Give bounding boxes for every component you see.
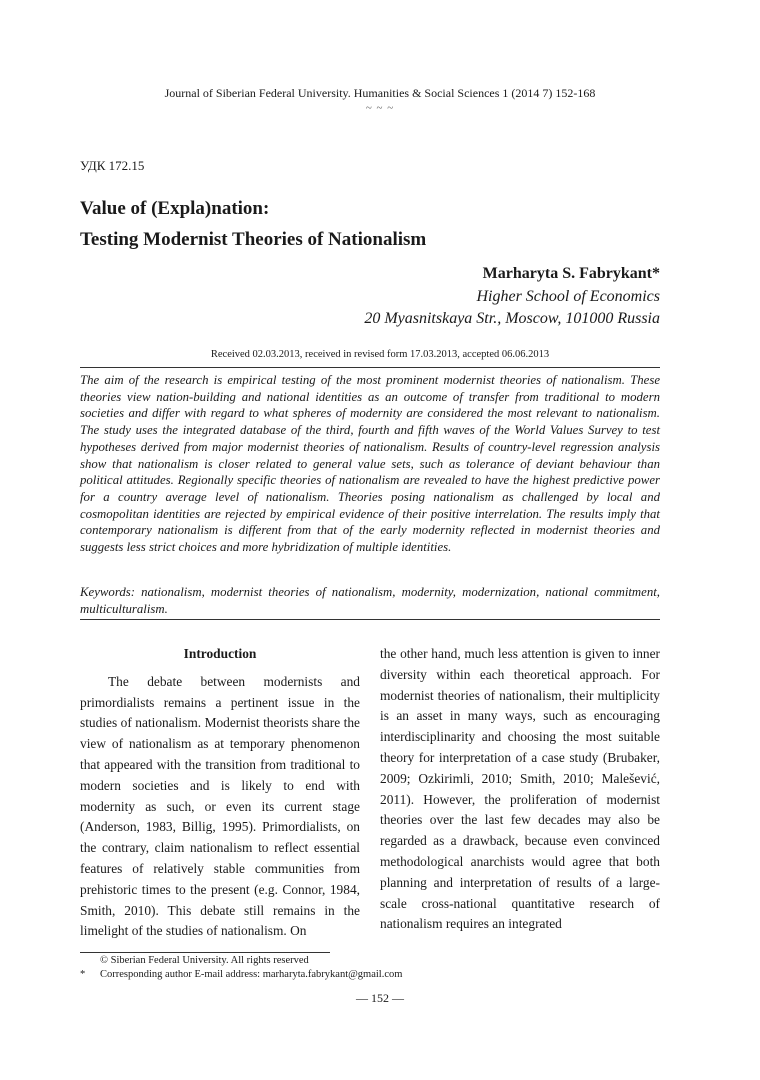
section-heading-introduction: Introduction [183, 646, 257, 661]
abstract-top-rule [80, 367, 660, 368]
keywords: Keywords: nationalism, modernist theories of nationalism, modernity, modernization, national commitment, multiculturalism. [80, 585, 660, 616]
body-paragraph-right: the other hand, much less attention is given to inner diversity within each theoretical approach. For modernist theories of nationalism, their multiplicity is an asset in many ways, such as encouraging interdisciplinarity and choosing the most suitable theory for interpretation of a case study (Brubaker, 2009; Ozkirimli, 2010; Smith, 2010; Malešević, 2011). However, the proliferation of modernist theories over the last few decades may also be regarded as a drawback, because even convinced methodological anarchists would agree that both planning and interpretation of results of a large-scale cross-national quantitative research of nationalism requires an integrated [380, 646, 660, 932]
author-name: Marharyta S. Fabrykant* [482, 265, 660, 282]
author-address: 20 Myasnitskaya Str., Moscow, 101000 Russia [364, 310, 660, 327]
footnote-rule [80, 952, 330, 953]
copyright-text: © Siberian Federal University. All rights reserved [100, 955, 309, 966]
footnote-corresponding [80, 969, 402, 980]
body-left-column [80, 644, 360, 942]
article-title-line-2: Testing Modernist Theories of Nationalism [80, 229, 427, 250]
abstract-bottom-rule [80, 619, 660, 620]
udk-code: УДК 172.15 [80, 158, 145, 173]
body-paragraph-left: The debate between modernists and primordialists remains a pertinent issue in the studies of nationalism. Modernist theorists share the view of nationalism as at temporary phenomenon that appeared with the transition from traditional to modern societies and is likely to end with modernity as such, or even its current stage (Anderson, 1983, Billig, 1995). Primordialists, on the contrary, claim nationalism to reflect essential features of relatively stable communities from prehistoric times to the present (e.g. Connor, 1984, Smith, 2010). This debate still remains in the limelight of the studies of nationalism. On [80, 673, 360, 939]
body-right-column [380, 644, 660, 935]
page-number: — 152 — [356, 991, 404, 1005]
corresponding-email: Corresponding author E-mail address: marharyta.fabrykant@gmail.com [100, 969, 403, 980]
abstract: The aim of the research is empirical testing of the most prominent modernist theories of nationalism. These theories view nation-building and national identities as an outcome of transfer from traditional to modern societies and differ with regard to what spheres of modernity are considered the most relevant to nationalism. The study uses the integrated database of the third, fourth and fifth waves of the World Values Survey to test hypotheses derived from major modernist theories of nationalism. Results of country-level regression analysis show that nationalism is closer related to general value sets, such as tolerance of deviant behaviour than political attitudes. Regionally specific theories of nationalism are revealed to have the highest predictive power for a country average level of nationalism. Theories posing nationalism as challenged by local and cosmopolitan identities are rejected by empirical evidence of their positive interrelation. The results imply that contemporary nationalism is different from that of the early modernity reflected in modernist theories and suggests less strict choices and more hybridization of multiple identities. [80, 373, 660, 555]
footnote-copyright [80, 955, 309, 966]
footnote-star: * [80, 969, 86, 980]
header-ornament: ~ ~ ~ [365, 102, 395, 114]
received-dates: Received 02.03.2013, received in revised form 17.03.2013, accepted 06.06.2013 [210, 349, 550, 360]
article-title-line-1: Value of (Expla)nation: [80, 198, 270, 219]
journal-header: Journal of Siberian Federal University. Humanities & Social Sciences 1 (2014 7) 152-168 [164, 86, 596, 100]
author-affiliation: Higher School of Economics [476, 288, 660, 305]
